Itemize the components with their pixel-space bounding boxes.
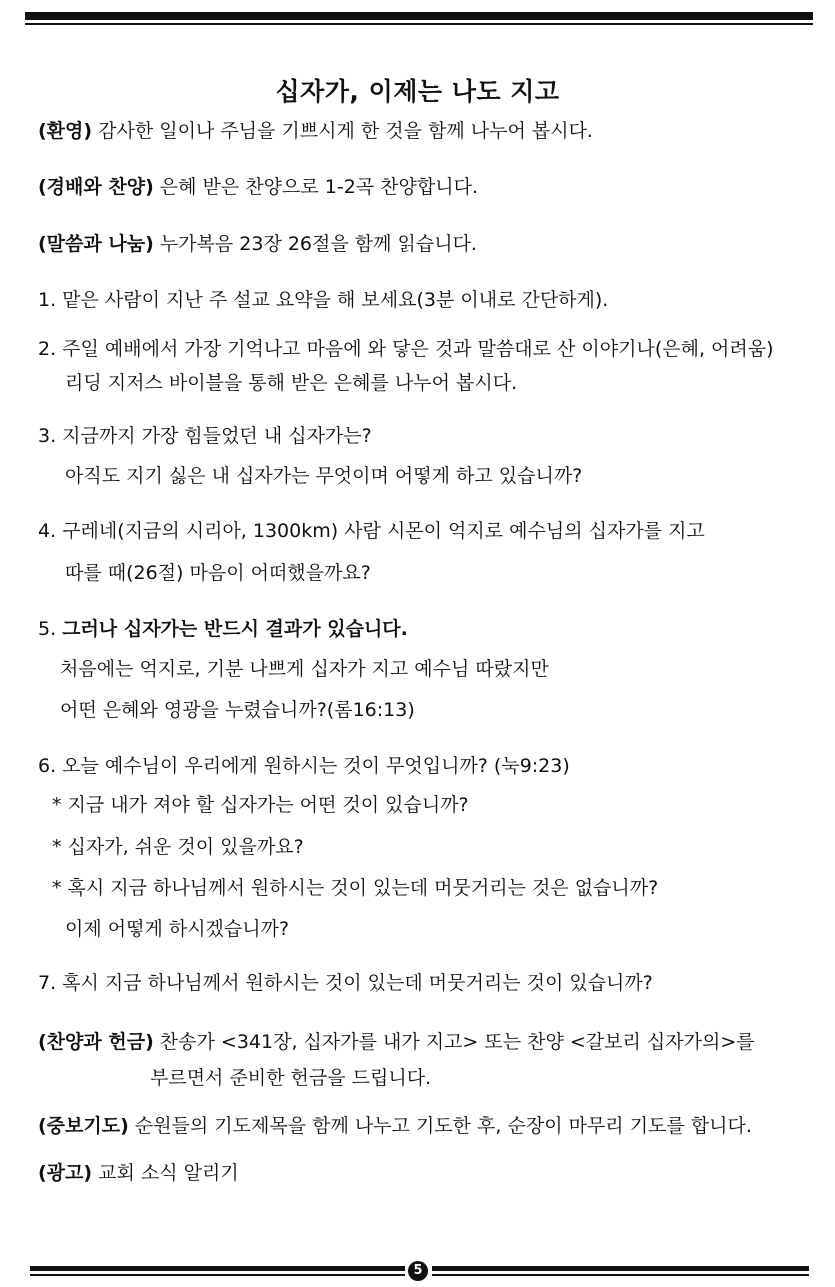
bottom-rule-right-thin: [432, 1274, 809, 1276]
offering-text: 찬송가 <341장, 십자가를 내가 지고> 또는 찬양 <갈보리 십자가의>를: [153, 1031, 755, 1053]
worship-label: (경배와 찬양): [38, 176, 154, 198]
bottom-rule-right-thick: [432, 1266, 809, 1271]
page-title: 십자가, 이제는 나도 지고: [275, 77, 560, 106]
question-1: 1. 맡은 사람이 지난 주 설교 요약을 해 보세요(3분 이내로 간단하게).: [38, 289, 609, 311]
ads-line: [38, 1161, 239, 1185]
prayer-text: 순원들의 기도제목을 함께 나누고 기도한 후, 순장이 마무리 기도를 합니다.: [128, 1115, 752, 1137]
welcome-text: 감사한 일이나 주님을 기쁘시게 한 것을 함께 나누어 봅시다.: [92, 120, 593, 142]
question-2-line-1: 2. 주일 예배에서 가장 기억나고 마음에 와 닿은 것과 말씀대로 산 이야기나(은혜, 어려움): [38, 338, 774, 360]
question-5-number: 5.: [38, 618, 63, 640]
question-6-last-line: 이제 어떻게 하시겠습니까?: [65, 918, 290, 940]
offering-label: (찬양과 헌금): [38, 1031, 154, 1053]
question-5-bold: 그러나 십자가는 반드시 결과가 있습니다.: [62, 618, 408, 640]
ads-text: 교회 소식 알리기: [92, 1162, 239, 1184]
question-6-star-2: * 십자가, 쉬운 것이 있을까요?: [52, 836, 304, 858]
offering-line: [38, 1030, 755, 1054]
welcome-label: (환영): [38, 120, 93, 142]
worship-text: 은혜 받은 찬양으로 1-2곡 찬양합니다.: [153, 176, 478, 198]
question-3-line-2: 아직도 지기 싫은 내 십자가는 무엇이며 어떻게 하고 있습니까?: [65, 465, 583, 487]
question-5-line-3: 어떤 은혜와 영광을 누렸습니까?(롬16:13): [60, 699, 415, 721]
question-5-line-2: 처음에는 억지로, 기분 나쁘게 십자가 지고 예수님 따랐지만: [60, 658, 549, 680]
offering-line-2: 부르면서 준비한 헌금을 드립니다.: [150, 1067, 432, 1089]
prayer-label: (중보기도): [38, 1115, 129, 1137]
question-2-line-2: 리딩 지저스 바이블을 통해 받은 은혜를 나누어 봅시다.: [65, 372, 518, 394]
question-4-line-2: 따를 때(26절) 마음이 어떠했을까요?: [65, 562, 371, 584]
bottom-rule-left-thick: [30, 1266, 405, 1271]
top-rule-thick: [25, 12, 813, 20]
welcome-line: [38, 119, 593, 143]
question-3-line-1: 3. 지금까지 가장 힘들었던 내 십자가는?: [38, 425, 372, 447]
worship-line: [38, 175, 478, 199]
word-line: [38, 232, 477, 256]
question-7: 7. 혹시 지금 하나님께서 원하시는 것이 있는데 머뭇거리는 것이 있습니까?: [38, 972, 653, 994]
bottom-rule-left-thin: [30, 1274, 405, 1276]
word-label: (말씀과 나눔): [38, 233, 154, 255]
page-number-badge: 5: [408, 1261, 428, 1281]
top-rule-thin: [25, 23, 813, 25]
question-6-star-3: * 혹시 지금 하나님께서 원하시는 것이 있는데 머뭇거리는 것은 없습니까?: [52, 877, 659, 899]
word-text: 누가복음 23장 26절을 함께 읽습니다.: [153, 233, 477, 255]
question-6-star-1: * 지금 내가 져야 할 십자가는 어떤 것이 있습니까?: [52, 794, 469, 816]
question-5-line-1: [38, 617, 408, 641]
question-4-line-1: 4. 구레네(지금의 시리아, 1300km) 사람 시몬이 억지로 예수님의 십자가를 지고: [38, 520, 705, 542]
question-6-line-1: 6. 오늘 예수님이 우리에게 원하시는 것이 무엇입니까? (눅9:23): [38, 755, 570, 777]
prayer-line: [38, 1114, 752, 1138]
ads-label: (광고): [38, 1162, 93, 1184]
